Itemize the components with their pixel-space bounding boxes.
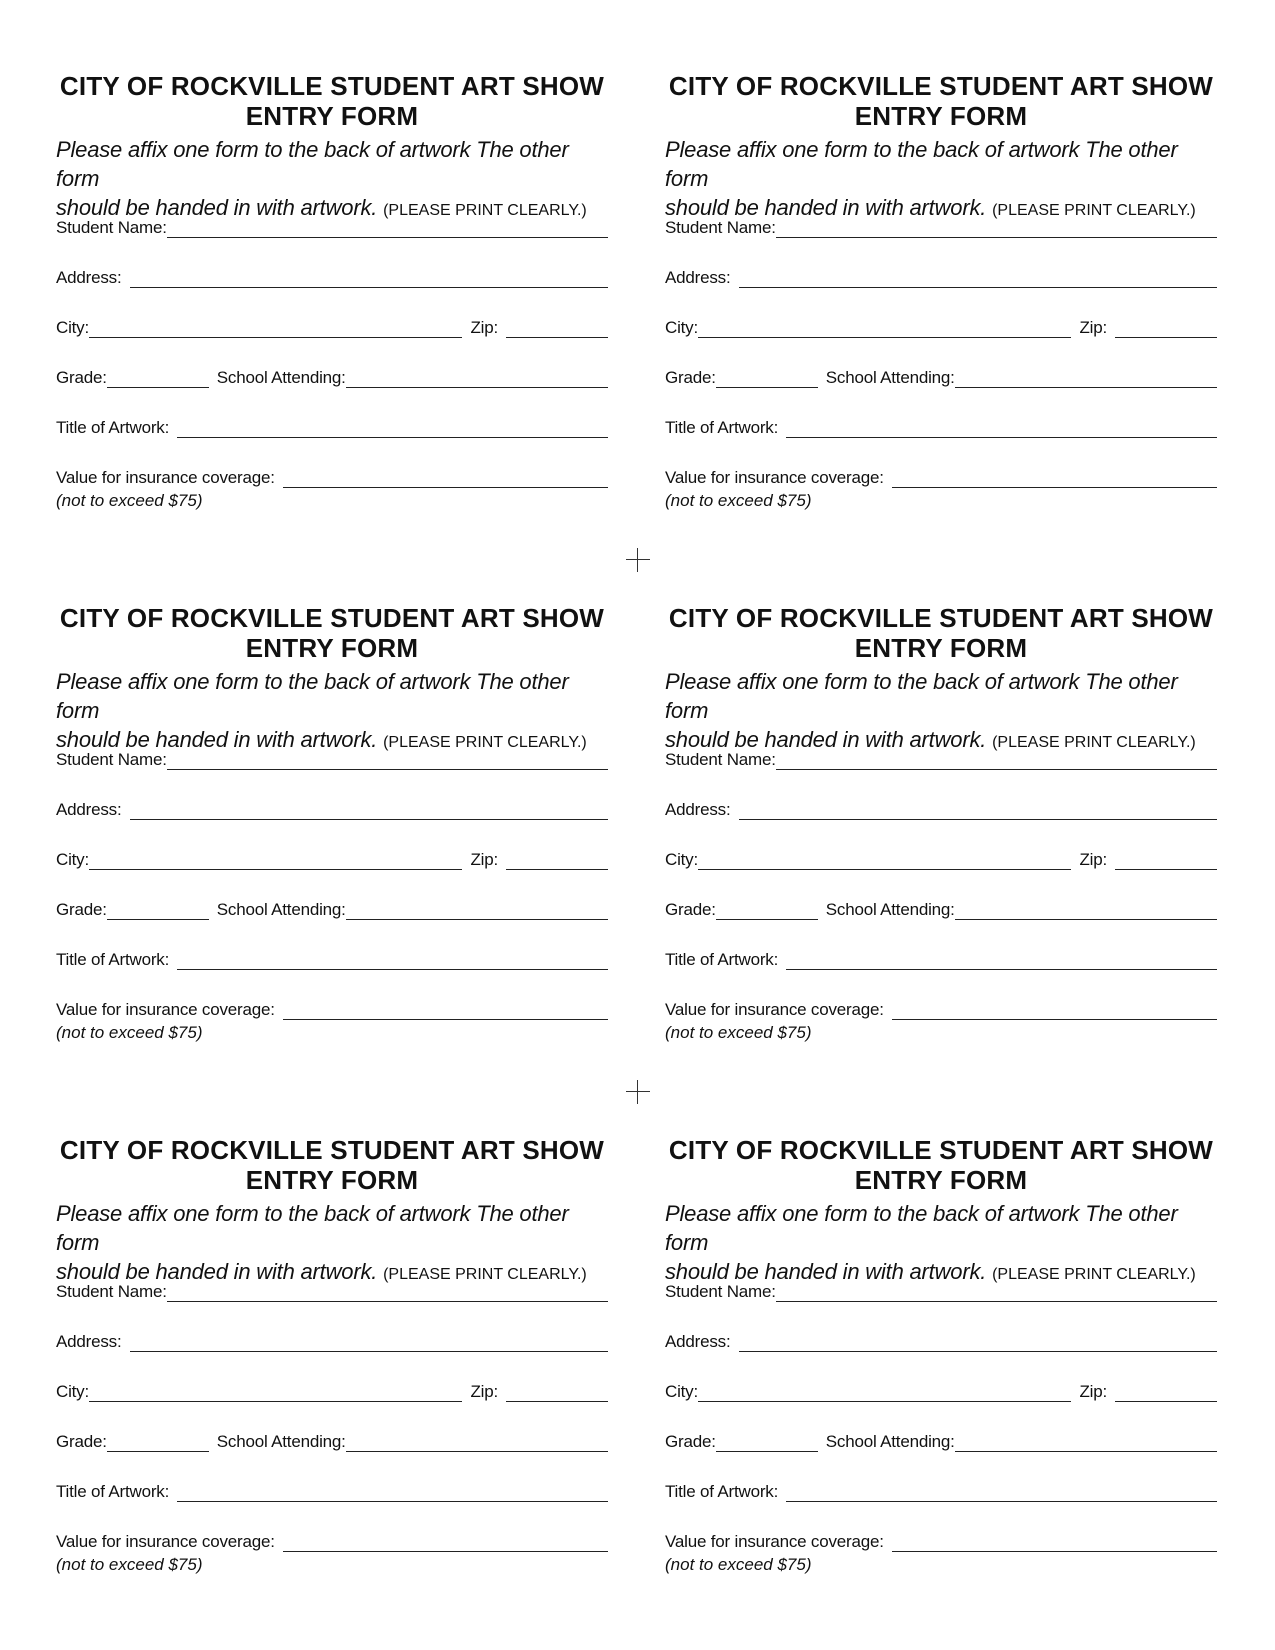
artwork-title-row — [56, 414, 608, 438]
city-field[interactable] — [89, 319, 462, 338]
student-name-field[interactable] — [167, 1283, 608, 1302]
student-name-label: Student Name: — [56, 1282, 167, 1301]
address-row — [56, 1328, 608, 1352]
student-name-label: Student Name: — [665, 218, 776, 237]
zip-label: Zip: — [470, 850, 498, 869]
value-label: Value for insurance coverage: — [665, 1000, 884, 1019]
value-note: (not to exceed $75) — [56, 1555, 203, 1574]
school-field[interactable] — [955, 369, 1217, 388]
value-row — [665, 464, 1217, 488]
student-name-row — [56, 746, 608, 770]
entry-form-3 — [56, 603, 608, 1053]
instructions-line-2: should be handed in with artwork. — [56, 1259, 378, 1284]
artwork-title-label: Title of Artwork: — [665, 1482, 779, 1501]
address-row — [56, 796, 608, 820]
instructions-line-2: should be handed in with artwork. — [665, 195, 987, 220]
school-label: School Attending: — [216, 1432, 346, 1451]
value-note: (not to exceed $75) — [56, 491, 203, 510]
city-zip-row — [665, 1378, 1217, 1402]
address-label: Address: — [665, 1332, 731, 1351]
city-field[interactable] — [698, 319, 1071, 338]
grade-school-row — [665, 1428, 1217, 1452]
value-note: (not to exceed $75) — [665, 491, 812, 510]
instructions — [56, 1199, 608, 1289]
grade-field[interactable] — [716, 1433, 818, 1452]
value-field[interactable] — [892, 469, 1217, 488]
address-label: Address: — [665, 268, 731, 287]
value-note: (not to exceed $75) — [665, 1555, 812, 1574]
grade-field[interactable] — [716, 901, 818, 920]
grade-school-row — [665, 896, 1217, 920]
city-label: City: — [56, 318, 90, 337]
artwork-title-field[interactable] — [786, 419, 1217, 438]
address-row — [56, 264, 608, 288]
form-title — [56, 1135, 608, 1195]
school-field[interactable] — [955, 1433, 1217, 1452]
artwork-title-field[interactable] — [177, 951, 608, 970]
value-label: Value for insurance coverage: — [665, 1532, 884, 1551]
entry-form-2 — [665, 71, 1217, 521]
grade-school-row — [56, 896, 608, 920]
value-field[interactable] — [283, 1533, 608, 1552]
address-label: Address: — [56, 268, 122, 287]
value-row — [665, 996, 1217, 1020]
instructions-note: (PLEASE PRINT CLEARLY.) — [383, 202, 587, 219]
student-name-label: Student Name: — [56, 218, 167, 237]
student-name-field[interactable] — [167, 219, 608, 238]
grade-school-row — [665, 364, 1217, 388]
grade-label: Grade: — [665, 900, 716, 919]
student-name-row — [56, 214, 608, 238]
title-line-1: CITY OF ROCKVILLE STUDENT ART SHOW — [668, 71, 1214, 101]
title-line-1: CITY OF ROCKVILLE STUDENT ART SHOW — [59, 1135, 605, 1165]
grade-label: Grade: — [56, 368, 107, 387]
value-label: Value for insurance coverage: — [56, 468, 275, 487]
title-line-1: CITY OF ROCKVILLE STUDENT ART SHOW — [59, 603, 605, 633]
address-label: Address: — [56, 800, 122, 819]
student-name-row — [56, 1278, 608, 1302]
city-field[interactable] — [89, 1383, 462, 1402]
form-title — [56, 71, 608, 131]
value-row — [665, 1528, 1217, 1552]
title-line-2: ENTRY FORM — [245, 101, 419, 131]
title-line-2: ENTRY FORM — [854, 1165, 1028, 1195]
artwork-title-row — [56, 1478, 608, 1502]
value-row — [56, 464, 608, 488]
value-label: Value for insurance coverage: — [665, 468, 884, 487]
student-name-label: Student Name: — [665, 1282, 776, 1301]
city-zip-row — [665, 314, 1217, 338]
artwork-title-row — [665, 946, 1217, 970]
value-row — [56, 1528, 608, 1552]
school-field[interactable] — [346, 901, 608, 920]
zip-label: Zip: — [1079, 1382, 1107, 1401]
grade-field[interactable] — [107, 901, 209, 920]
title-line-2: ENTRY FORM — [854, 633, 1028, 663]
student-name-field[interactable] — [167, 751, 608, 770]
instructions-line-1: Please affix one form to the back of artwork The other form — [56, 669, 569, 723]
value-field[interactable] — [892, 1533, 1217, 1552]
entry-form-1 — [56, 71, 608, 521]
instructions-note: (PLEASE PRINT CLEARLY.) — [992, 202, 1196, 219]
title-line-2: ENTRY FORM — [854, 101, 1028, 131]
cut-mark-crosshair — [626, 1080, 650, 1104]
instructions — [665, 667, 1217, 757]
title-line-1: CITY OF ROCKVILLE STUDENT ART SHOW — [668, 1135, 1214, 1165]
city-zip-row — [56, 1378, 608, 1402]
value-label: Value for insurance coverage: — [56, 1532, 275, 1551]
address-field[interactable] — [739, 269, 1218, 288]
city-label: City: — [665, 1382, 699, 1401]
address-field[interactable] — [130, 1333, 609, 1352]
school-label: School Attending: — [825, 368, 955, 387]
address-field[interactable] — [130, 801, 609, 820]
zip-label: Zip: — [1079, 850, 1107, 869]
value-label: Value for insurance coverage: — [56, 1000, 275, 1019]
cut-mark-crosshair — [626, 548, 650, 572]
artwork-title-row — [665, 414, 1217, 438]
artwork-title-field[interactable] — [177, 419, 608, 438]
instructions-line-1: Please affix one form to the back of artwork The other form — [665, 137, 1178, 191]
artwork-title-row — [56, 946, 608, 970]
student-name-field[interactable] — [776, 219, 1217, 238]
title-line-2: ENTRY FORM — [245, 1165, 419, 1195]
student-name-label: Student Name: — [56, 750, 167, 769]
form-title — [665, 71, 1217, 131]
city-field[interactable] — [698, 1383, 1071, 1402]
school-label: School Attending: — [216, 900, 346, 919]
school-label: School Attending: — [825, 1432, 955, 1451]
instructions-line-1: Please affix one form to the back of artwork The other form — [56, 1201, 569, 1255]
zip-field[interactable] — [1115, 851, 1217, 870]
zip-field[interactable] — [506, 319, 608, 338]
artwork-title-field[interactable] — [786, 1483, 1217, 1502]
zip-field[interactable] — [506, 851, 608, 870]
artwork-title-field[interactable] — [177, 1483, 608, 1502]
grade-school-row — [56, 1428, 608, 1452]
student-name-label: Student Name: — [665, 750, 776, 769]
city-label: City: — [665, 850, 699, 869]
entry-form-4 — [665, 603, 1217, 1053]
grade-school-row — [56, 364, 608, 388]
city-zip-row — [665, 846, 1217, 870]
grade-label: Grade: — [665, 1432, 716, 1451]
address-field[interactable] — [130, 269, 609, 288]
grade-field[interactable] — [716, 369, 818, 388]
entry-form-5 — [56, 1135, 608, 1585]
zip-label: Zip: — [1079, 318, 1107, 337]
artwork-title-label: Title of Artwork: — [56, 950, 170, 969]
address-label: Address: — [665, 800, 731, 819]
city-zip-row — [56, 846, 608, 870]
form-title — [665, 1135, 1217, 1195]
instructions-line-2: should be handed in with artwork. — [56, 727, 378, 752]
zip-label: Zip: — [470, 318, 498, 337]
zip-field[interactable] — [1115, 319, 1217, 338]
artwork-title-label: Title of Artwork: — [56, 1482, 170, 1501]
address-field[interactable] — [739, 801, 1218, 820]
instructions — [56, 667, 608, 757]
instructions — [665, 1199, 1217, 1289]
value-note: (not to exceed $75) — [56, 1023, 203, 1042]
student-name-row — [665, 214, 1217, 238]
title-line-1: CITY OF ROCKVILLE STUDENT ART SHOW — [668, 603, 1214, 633]
artwork-title-label: Title of Artwork: — [56, 418, 170, 437]
instructions-note: (PLEASE PRINT CLEARLY.) — [992, 1266, 1196, 1283]
artwork-title-label: Title of Artwork: — [665, 418, 779, 437]
city-label: City: — [665, 318, 699, 337]
value-field[interactable] — [283, 469, 608, 488]
address-row — [665, 1328, 1217, 1352]
school-field[interactable] — [955, 901, 1217, 920]
city-label: City: — [56, 1382, 90, 1401]
grade-label: Grade: — [56, 900, 107, 919]
instructions-note: (PLEASE PRINT CLEARLY.) — [383, 1266, 587, 1283]
school-field[interactable] — [346, 1433, 608, 1452]
instructions — [56, 135, 608, 225]
instructions-note: (PLEASE PRINT CLEARLY.) — [383, 734, 587, 751]
school-label: School Attending: — [825, 900, 955, 919]
instructions-note: (PLEASE PRINT CLEARLY.) — [992, 734, 1196, 751]
value-note: (not to exceed $75) — [665, 1023, 812, 1042]
grade-field[interactable] — [107, 369, 209, 388]
student-name-row — [665, 1278, 1217, 1302]
instructions-line-2: should be handed in with artwork. — [56, 195, 378, 220]
instructions-line-1: Please affix one form to the back of artwork The other form — [665, 1201, 1178, 1255]
grade-field[interactable] — [107, 1433, 209, 1452]
instructions-line-1: Please affix one form to the back of artwork The other form — [56, 137, 569, 191]
address-field[interactable] — [739, 1333, 1218, 1352]
city-label: City: — [56, 850, 90, 869]
grade-label: Grade: — [56, 1432, 107, 1451]
value-field[interactable] — [892, 1001, 1217, 1020]
student-name-field[interactable] — [776, 1283, 1217, 1302]
artwork-title-field[interactable] — [786, 951, 1217, 970]
student-name-row — [665, 746, 1217, 770]
address-label: Address: — [56, 1332, 122, 1351]
grade-label: Grade: — [665, 368, 716, 387]
artwork-title-row — [665, 1478, 1217, 1502]
instructions — [665, 135, 1217, 225]
address-row — [665, 796, 1217, 820]
student-name-field[interactable] — [776, 751, 1217, 770]
city-zip-row — [56, 314, 608, 338]
instructions-line-2: should be handed in with artwork. — [665, 727, 987, 752]
entry-form-6 — [665, 1135, 1217, 1585]
instructions-line-2: should be handed in with artwork. — [665, 1259, 987, 1284]
school-label: School Attending: — [216, 368, 346, 387]
instructions-line-1: Please affix one form to the back of artwork The other form — [665, 669, 1178, 723]
city-field[interactable] — [698, 851, 1071, 870]
value-row — [56, 996, 608, 1020]
artwork-title-label: Title of Artwork: — [665, 950, 779, 969]
title-line-1: CITY OF ROCKVILLE STUDENT ART SHOW — [59, 71, 605, 101]
form-title — [665, 603, 1217, 663]
city-field[interactable] — [89, 851, 462, 870]
zip-field[interactable] — [506, 1383, 608, 1402]
address-row — [665, 264, 1217, 288]
title-line-2: ENTRY FORM — [245, 633, 419, 663]
value-field[interactable] — [283, 1001, 608, 1020]
form-title — [56, 603, 608, 663]
zip-field[interactable] — [1115, 1383, 1217, 1402]
zip-label: Zip: — [470, 1382, 498, 1401]
school-field[interactable] — [346, 369, 608, 388]
